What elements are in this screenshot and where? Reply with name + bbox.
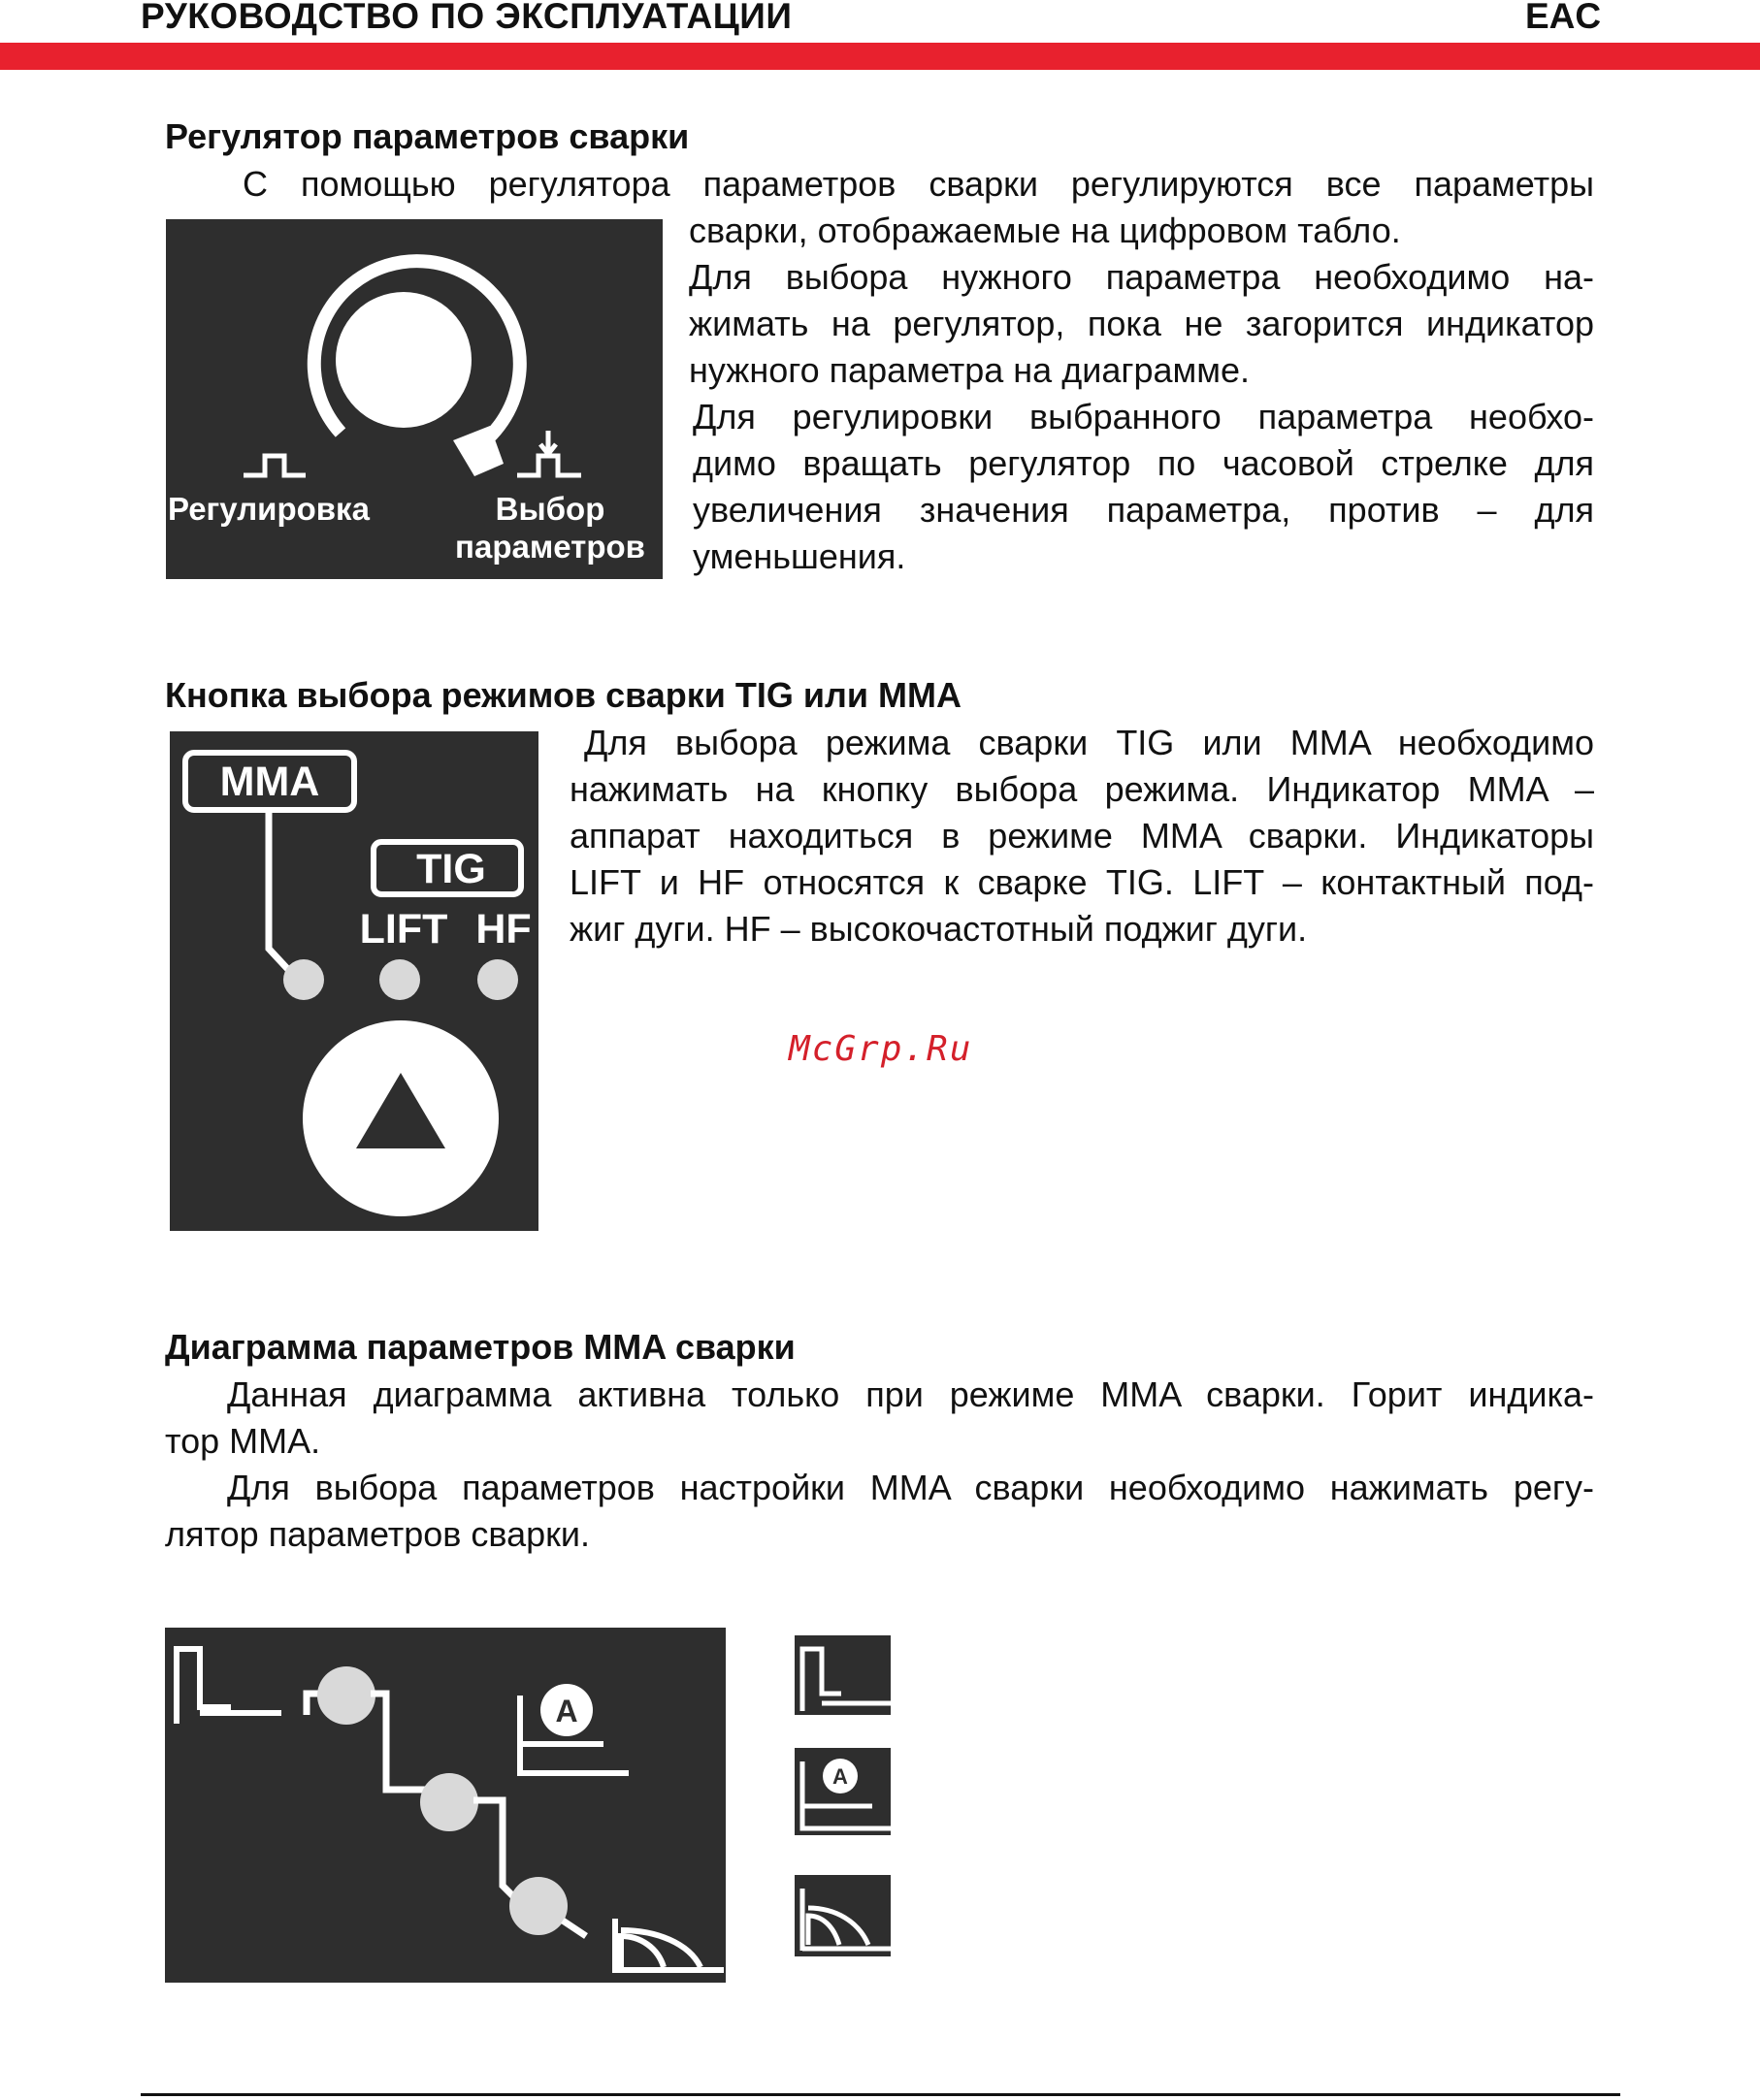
label-select-1: Выбор <box>495 491 605 527</box>
watermark: McGrp.Ru <box>789 1029 973 1069</box>
footer-line <box>141 2093 1620 2096</box>
arc-force-indicator <box>420 1773 478 1831</box>
mma-diagram-svg <box>165 1628 726 1983</box>
hot-start-indicator <box>317 1666 375 1725</box>
section3-p2-line2: лятор параметров сварки. <box>165 1514 591 1554</box>
legend-vrd <box>795 1875 891 1956</box>
section1-line-6: Для регулировки выбранного параметра необхо- <box>693 397 1594 436</box>
legend-hot-start <box>795 1635 891 1715</box>
section3-p1-line1: Данная диаграмма активна только при режиме MMA сварки. Горит индика- <box>227 1374 1594 1414</box>
section1-line-5: нужного параметра на диаграмме. <box>689 350 1251 390</box>
svg-text:A: A <box>832 1764 848 1789</box>
hf-indicator <box>477 959 518 1000</box>
section2-line-1: Для выбора режима сварки TIG или MMA необходимо <box>584 723 1594 762</box>
lift-label: LIFT <box>359 906 448 953</box>
hf-label: HF <box>475 906 532 953</box>
section1-title: Регулятор параметров сварки <box>165 116 690 156</box>
section1-line-7: димо вращать регулятор по часовой стрелке для <box>693 443 1594 483</box>
section1-line-3: Для выбора нужного параметра необходимо на- <box>689 257 1594 297</box>
section3-title: Диаграмма параметров MMA сварки <box>165 1327 796 1367</box>
vrd-curve-icon-small <box>795 1875 891 1956</box>
knob-panel-figure <box>166 219 663 579</box>
pulse-select-icon <box>517 431 581 475</box>
tig-label: TIG <box>416 846 486 892</box>
mma-label: MMA <box>219 759 320 805</box>
section2-line-3: аппарат находиться в режиме MMA сварки. Индикаторы <box>570 816 1594 856</box>
section2-line-2: нажимать на кнопку выбора режима. Индикатор MMA – <box>570 769 1594 809</box>
section2-title: Кнопка выбора режимов сварки TIG или MMA <box>165 675 962 715</box>
mma-leader-line <box>269 813 294 976</box>
mode-diagram <box>170 731 538 1231</box>
arc-force-a: A <box>555 1694 578 1728</box>
hot-start-icon-small <box>795 1635 891 1715</box>
mma-indicator <box>283 959 324 1000</box>
section1-line-8: увеличения значения параметра, против – для <box>693 490 1594 530</box>
label-select-2: параметров <box>455 529 645 565</box>
vrd-curve-icon <box>615 1919 724 1973</box>
section1-line-4: жимать на регулятор, пока не загорится индикатор <box>689 304 1594 343</box>
section3-p1-line2: тор MMA. <box>165 1421 321 1461</box>
pulse-adjust-icon <box>244 456 306 475</box>
section3-p2-line1: Для выбора параметров настройки MMA сварки необходимо нажимать регу- <box>227 1468 1594 1507</box>
section1-line-9: уменьшения. <box>693 536 906 576</box>
hot-start-icon <box>177 1649 281 1724</box>
curve-segment-1 <box>371 1694 425 1790</box>
mma-parameter-diagram <box>165 1628 726 1983</box>
knob-icon <box>336 292 472 428</box>
section1-line-1: С помощью регулятора параметров сварки регулируются все параметры <box>243 164 1594 204</box>
curve-end <box>563 1921 586 1936</box>
label-adjust: Регулировка <box>168 491 370 527</box>
vrd-indicator <box>509 1877 568 1935</box>
arc-force-icon-small <box>795 1748 891 1835</box>
legend-arc-force <box>795 1748 891 1835</box>
document-header-title: РУКОВОДСТВО ПО ЭКСПЛУАТАЦИИ <box>141 0 793 36</box>
section1-line-2: сварки, отображаемые на цифровом табло. <box>689 210 1401 250</box>
eac-mark: EAC <box>1525 0 1602 36</box>
knob-diagram <box>166 219 663 579</box>
mode-panel-figure <box>170 731 538 1231</box>
section2-line-4: LIFT и HF относятся к сварке TIG. LIFT – контактный под- <box>570 862 1594 902</box>
section2-line-5: жиг дуги. HF – высокочастотный поджиг дуги. <box>570 909 1308 949</box>
lift-indicator <box>379 959 420 1000</box>
header-red-bar <box>0 43 1760 70</box>
